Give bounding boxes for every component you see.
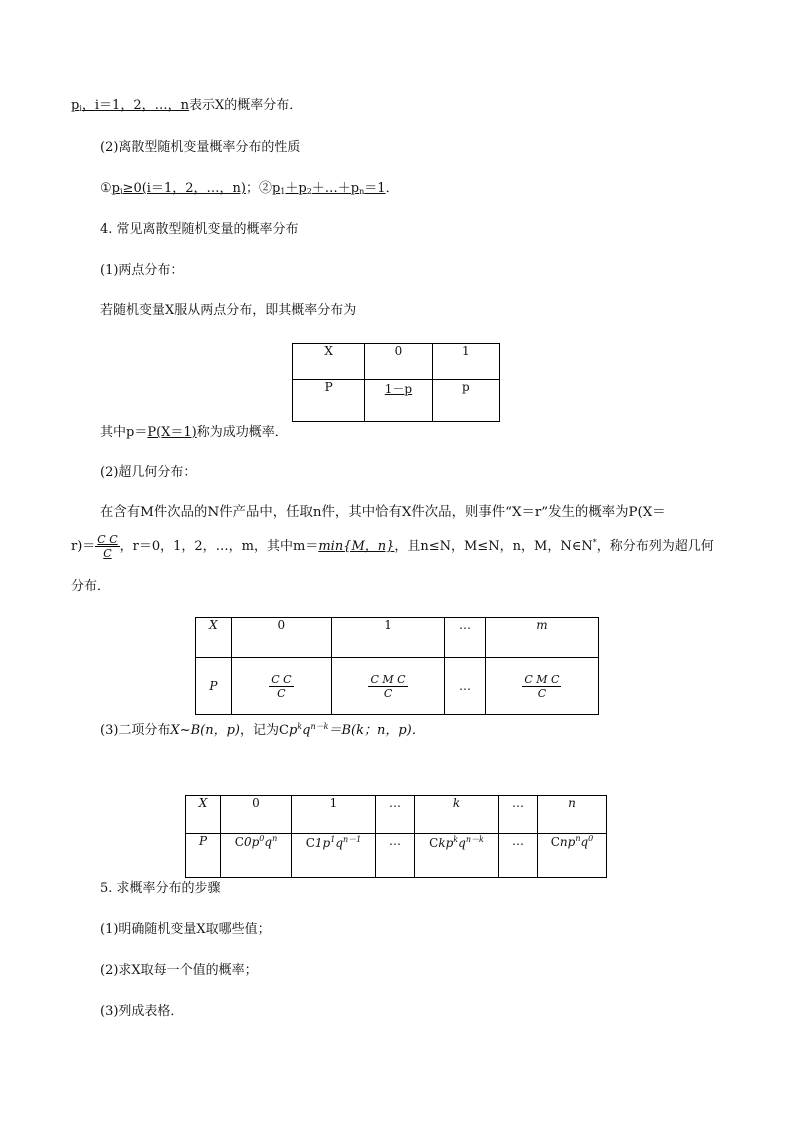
table-cell: $C0p^0q^n$ bbox=[221, 834, 292, 878]
table-cell: 1－p bbox=[365, 380, 432, 422]
table-cell: X bbox=[293, 344, 365, 380]
hypergeometric-heading: (2)超几何分布： bbox=[100, 465, 197, 480]
table-cell: P bbox=[196, 658, 232, 715]
binomial-table bbox=[185, 795, 607, 878]
property-heading: (2)离散型随机变量概率分布的性质 bbox=[100, 140, 301, 155]
hypergeometric-table bbox=[195, 617, 599, 715]
table-cell: … bbox=[376, 796, 415, 834]
step-2: (2)求X取每一个值的概率； bbox=[100, 963, 258, 978]
table-cell: … bbox=[499, 834, 538, 878]
step-3: (3)列成表格． bbox=[100, 1004, 184, 1019]
table-cell: $\frac{\text{C M C}}{C}$ bbox=[331, 658, 444, 715]
table-cell: 1 bbox=[331, 618, 444, 658]
section-4-heading: 4. 常见离散型随机变量的概率分布 bbox=[100, 222, 299, 237]
hypergeometric-text-1: 在含有M件次品的N件产品中，任取n件，其中恰有X件次品，则事件“X＝r”发生的概率为P(X＝ bbox=[100, 505, 666, 520]
table-cell: $Ckp^kq^{n-k}$ bbox=[415, 834, 499, 878]
table-cell: $Cnp^nq^0$ bbox=[538, 834, 607, 878]
sum-condition: $p_1+p_2+\dots+p_n=1$ bbox=[271, 181, 386, 196]
table-cell: n bbox=[538, 796, 607, 834]
table-cell: … bbox=[445, 658, 486, 715]
hypergeometric-text-2: r)＝ $\frac{\text{C C}}{C}$ ，r＝0，1，2，…，m，其中m＝min{M，n}，且n≤N，M≤N，n，M，N∈N*，称分布列为超几何 bbox=[71, 533, 714, 560]
hypergeometric-text-3: 分布． bbox=[71, 579, 111, 594]
binomial-line: (3)二项分布X~B(n，p)，记为$Cp^kq^{n-k}=B(k$；n，p)． bbox=[100, 722, 425, 738]
table-cell: 0 bbox=[231, 618, 331, 658]
table-cell: … bbox=[499, 796, 538, 834]
table-cell: $\frac{\text{C C}}{C}$ bbox=[231, 658, 331, 715]
table-cell: m bbox=[485, 618, 598, 658]
table-cell: 1 bbox=[432, 344, 499, 380]
two-point-table bbox=[292, 343, 500, 422]
table-cell: 1 bbox=[292, 796, 376, 834]
hyper-fraction: $\frac{\text{C C}}{C}$ bbox=[97, 533, 118, 560]
success-prob-line: 其中p＝P(X＝1)称为成功概率． bbox=[100, 425, 288, 440]
table-cell: X bbox=[196, 618, 232, 658]
table-cell: … bbox=[445, 618, 486, 658]
two-point-intro: 若随机变量X服从两点分布，即其概率分布为 bbox=[100, 303, 357, 318]
table-cell: k bbox=[415, 796, 499, 834]
nonneg-condition: $p_i\ge 0(i=1$，2，…，n) bbox=[111, 181, 246, 196]
section-5-heading: 5. 求概率分布的步骤 bbox=[100, 881, 221, 896]
step-1: (1)明确随机变量X取哪些值； bbox=[100, 922, 271, 937]
property-formulas: $①p_i\ge 0(i=1$，2，…，n)；$②p_1+p_2+\dots+p_n=1$． bbox=[100, 181, 399, 196]
table-cell: $\frac{\text{C M C}}{C}$ bbox=[485, 658, 598, 715]
table-cell: X bbox=[186, 796, 221, 834]
table-cell: 0 bbox=[221, 796, 292, 834]
prob-dist-line: $p_i$，i＝1，2，…，n表示X的概率分布． bbox=[71, 98, 303, 113]
two-point-heading: (1)两点分布： bbox=[100, 263, 184, 278]
table-cell: 0 bbox=[365, 344, 432, 380]
table-cell: $C1p^1q^{n-1}$ bbox=[292, 834, 376, 878]
table-cell: p bbox=[432, 380, 499, 422]
table-cell: … bbox=[376, 834, 415, 878]
table-cell: P bbox=[186, 834, 221, 878]
pi-expression: $p_i$，i＝1，2，…，n bbox=[71, 98, 189, 113]
table-cell: P bbox=[293, 380, 365, 422]
